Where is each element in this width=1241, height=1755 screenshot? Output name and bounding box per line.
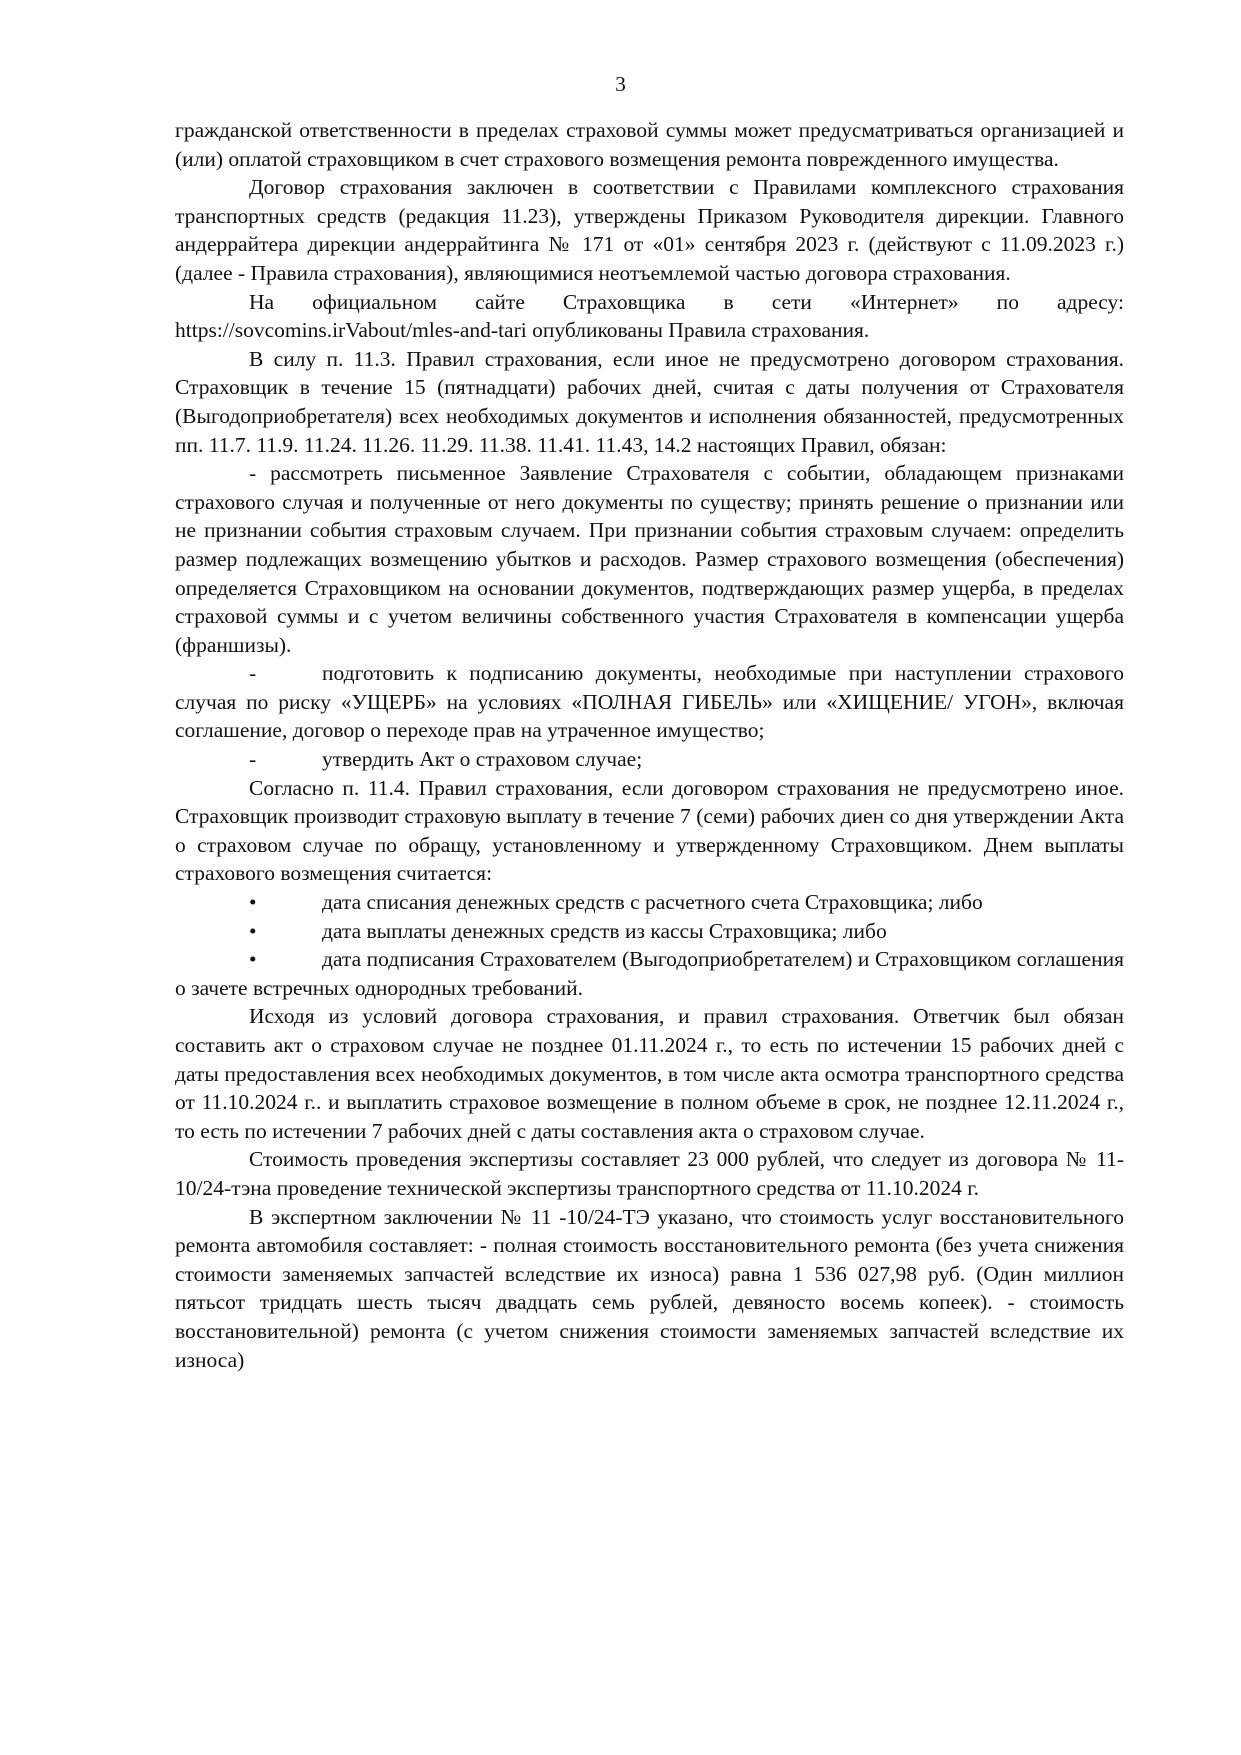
bullet-icon: • bbox=[249, 947, 257, 972]
document-body bbox=[175, 116, 1124, 1374]
dash-marker: - bbox=[249, 661, 257, 686]
obligation-approve-text: утвердить Акт о страховом случае; bbox=[322, 747, 643, 772]
bullet-item bbox=[175, 888, 1124, 917]
bullet-text: дата подписания Страхователем (Выгодоприобретателем) и Страховщиком соглашения о зачете встречных однородных требований. bbox=[175, 947, 1124, 1000]
bullet-icon: • bbox=[249, 918, 257, 943]
obligation-prepare-text: подготовить к подписанию документы, необходимые при наступлении страхового случая по риску «УЩЕРБ» на условиях «ПОЛНАЯ ГИБЕЛЬ» или «ХИЩЕНИЕ/ УГОН», включая соглашение, договор о переходе прав на утраченное имущество; bbox=[175, 661, 1124, 743]
bullet-text: дата списания денежных средств с расчетного счета Страховщика; либо bbox=[322, 890, 983, 915]
paragraph-official-site: На официальном сайте Страховщика в сети «Интернет» по адресу: https://sovcomins.irVabout/mles-and-tari опубликованы Правила страхования. bbox=[175, 289, 1124, 343]
paragraph-obligation-approve bbox=[175, 745, 1124, 774]
bullet-text: дата выплаты денежных средств из кассы Страховщика; либо bbox=[322, 918, 887, 943]
page-number: 3 bbox=[615, 72, 626, 96]
bullet-icon: • bbox=[249, 890, 257, 915]
paragraph-rule-11-4: Согласно п. 11.4. Правил страхования, если договором страхования не предусмотрено иное. Страховщик производит страховую выплату в течение 7 (семи) рабочих диен со дня утверждении Акта о страховом случае по обращу, установленному и утвержденному Страховщиком. Днем выплаты страхового возмещения считается: bbox=[175, 775, 1124, 886]
paragraph-obligation-prepare bbox=[175, 659, 1124, 745]
bullet-item bbox=[175, 917, 1124, 946]
bullet-item bbox=[175, 945, 1124, 1002]
paragraph-rule-11-3: В силу п. 11.3. Правил страхования, если иное не предусмотрено договором страхования. Страховщик в течение 15 (пятнадцати) рабочих дней, считая с даты получения от Страхователя (Выгодоприобретателя) всех необходимых документов и исполнения обязанностей, предусмотренных пп. 11.7. 11.9. 11.24. 11.26. 11.29. 11.38. 11.41. 11.43, 14.2 настоящих Правил, обязан: bbox=[175, 346, 1124, 457]
dash-marker: - bbox=[249, 747, 257, 772]
paragraph-expertise-cost: Стоимость проведения экспертизы составляет 23 000 рублей, что следует из договора № 11-10/24-тэна проведение технической экспертизы транспортного средства от 11.10.2024 г. bbox=[175, 1147, 1124, 1200]
paragraph-insurance-contract: Договор страхования заключен в соответствии с Правилами комплексного страхования транспортных средств (редакция 11.23), утверждены Приказом Руководителя дирекции. Главного андеррайтера дирекции андеррайтинга № 171 от «01» сентября 2023 г. (действуют с 11.09.2023 г.) (далее - Правила страхования), являющимися неотъемлемой частью договора страхования. bbox=[175, 175, 1124, 285]
paragraph-obligation-review: - рассмотреть письменное Заявление Страхователя с событии, обладающем признаками страхового случая и полученные от него документы по существу; принять решение о признании или не признании события страховым случаем. При признании события страховым случаем: определить размер подлежащих возмещению убытков и расходов. Размер страхового возмещения (обеспечения) определяется Страховщиком на основании документов, подтверждающих размер ущерба, в пределах страховой суммы и с учетом величины собственного участия Страхователя в компенсации ущерба (франшизы). bbox=[175, 461, 1124, 657]
paragraph-expert-conclusion: В экспертном заключении № 11 -10/24-ТЭ указано, что стоимость услуг восстановительного ремонта автомобиля составляет: - полная стоимость восстановительного ремонта (без учета снижения стоимости заменяемых запчастей вследствие их износа) равна 1 536 027,98 руб. (Один миллион пятьсот тридцать шесть тысяч двадцать семь рублей, девяносто восемь копеек). - стоимость восстановительной) ремонта (с учетом снижения стоимости заменяемых запчастей вследствие их износа) bbox=[175, 1204, 1124, 1372]
paragraph-defendant-obligation: Исходя из условий договора страхования, и правил страхования. Ответчик был обязан составить акт о страховом случае не позднее 01.11.2024 г., то есть по истечении 15 рабочих дней с даты предоставления всех необходимых документов, в том числе акта осмотра транспортного средства от 11.10.2024 г.. и выплатить страховое возмещение в полном объеме в срок, не позднее 12.11.2024 г., то есть по истечении 7 рабочих дней с даты составления акта о страховом случае. bbox=[175, 1004, 1124, 1143]
paragraph-continuation: гражданской ответственности в пределах страховой суммы может предусматриваться организацией и (или) оплатой страховщиком в счет страхового возмещения ремонта поврежденного имущества. bbox=[175, 118, 1124, 171]
